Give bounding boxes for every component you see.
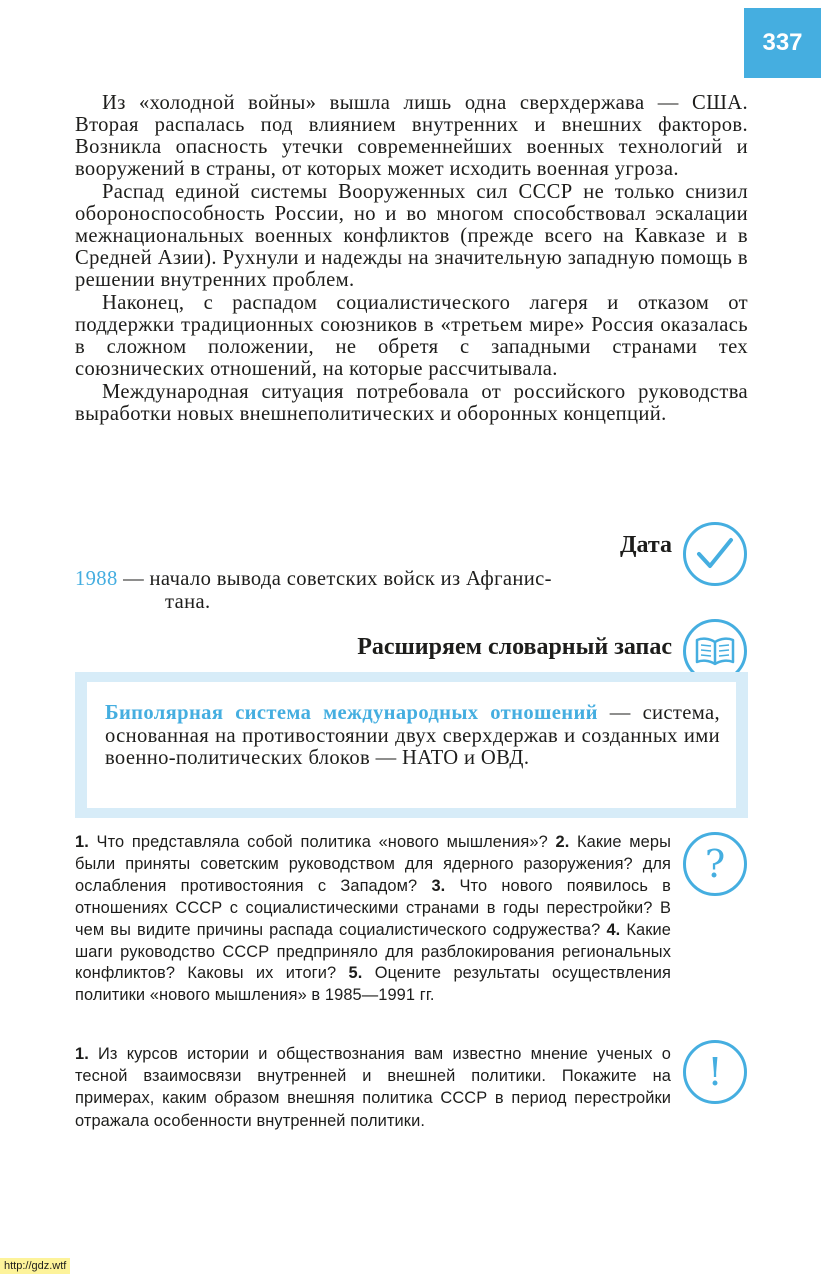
main-text (75, 92, 748, 425)
question-text: Какие меры были приняты советским руководством для ядерного разоружения? для ослабления противостояния с Западом? (75, 833, 671, 895)
questions-block (75, 832, 671, 1007)
date-text: — начало вывода советских войск из Афганис- (117, 568, 552, 590)
vocab-box (75, 672, 748, 818)
task-number: 1. (75, 1045, 89, 1063)
watermark: http://gdz.wtf (0, 1258, 70, 1274)
date-entry (75, 568, 675, 614)
question-text: Что нового появилось в отношениях СССР с социалистическими странами в годы перестройки? В чем вы видите причины распада социалистического содружества? (75, 876, 671, 939)
vocab-term: Биполярная система международных отношений (105, 702, 598, 724)
question-text: Какие шаги руководство СССР предприняло для разблокирования региональных конфликтов? Каковы их итоги? (75, 920, 671, 983)
date-heading: Дата (620, 532, 672, 558)
question-text: Оцените результаты осуществления политики «нового мышления» в 1985—1991 гг. (75, 964, 672, 1005)
question-number: 5. (348, 964, 363, 983)
paragraph: Наконец, с распадом социалистического лагеря и отказом от поддержки традиционных союзников в «третьем мире» Россия оказалась в сложном положении, не обретя с западными странами тех союзнических отношений, на которые рассчитывала. (75, 291, 748, 381)
vocab-heading: Расширяем словарный запас (357, 634, 672, 660)
question-mark-icon: ? (683, 832, 747, 896)
question-number: 1. (75, 833, 89, 851)
question-number: 2. (555, 833, 570, 851)
paragraph: Международная ситуация потребовала от российского руководства выработки новых внешнеполитических и оборонных концепций. (75, 380, 748, 425)
question-number: 3. (431, 876, 446, 895)
vocab-definition (87, 682, 736, 808)
exclamation-mark-icon: ! (683, 1040, 747, 1104)
vocab-definition-text: — система, основанная на противостоянии двух сверхдержав и созданных ими военно-политических блоков — НАТО и ОВД. (105, 702, 720, 769)
date-year: 1988 (75, 568, 118, 590)
checkmark-icon (683, 522, 747, 586)
date-text-continued: тана. (165, 591, 211, 613)
page-number: 337 (744, 8, 821, 78)
task-text: Из курсов истории и обществознания вам известно мнение ученых о тесной взаимосвязи внутренней и внешней политики. Покажите на примерах, каким образом внешняя политика СССР в период перестройки отражала особенности внутренней политики. (75, 1045, 671, 1130)
question-text: Что представляла собой политика «нового мышления»? (88, 833, 556, 851)
tasks-block (75, 1043, 671, 1132)
question-number: 4. (606, 920, 621, 939)
paragraph: Из «холодной войны» вышла лишь одна сверхдержава — США. Вторая распалась под влиянием внутренних и внешних факторов. Возникла опасность утечки современнейших военных технологий и вооружений в страны, от которых может исходить военная угроза. (75, 92, 748, 181)
paragraph: Распад единой системы Вооруженных сил СССР не только снизил обороноспособность России, но и во многом способствовал эскалации межнациональных военных конфликтов (прежде всего на Кавказе и в Средней Азии). Рухнули и надежды на значительную западную помощь в решении внутренних проблем. (75, 180, 748, 292)
